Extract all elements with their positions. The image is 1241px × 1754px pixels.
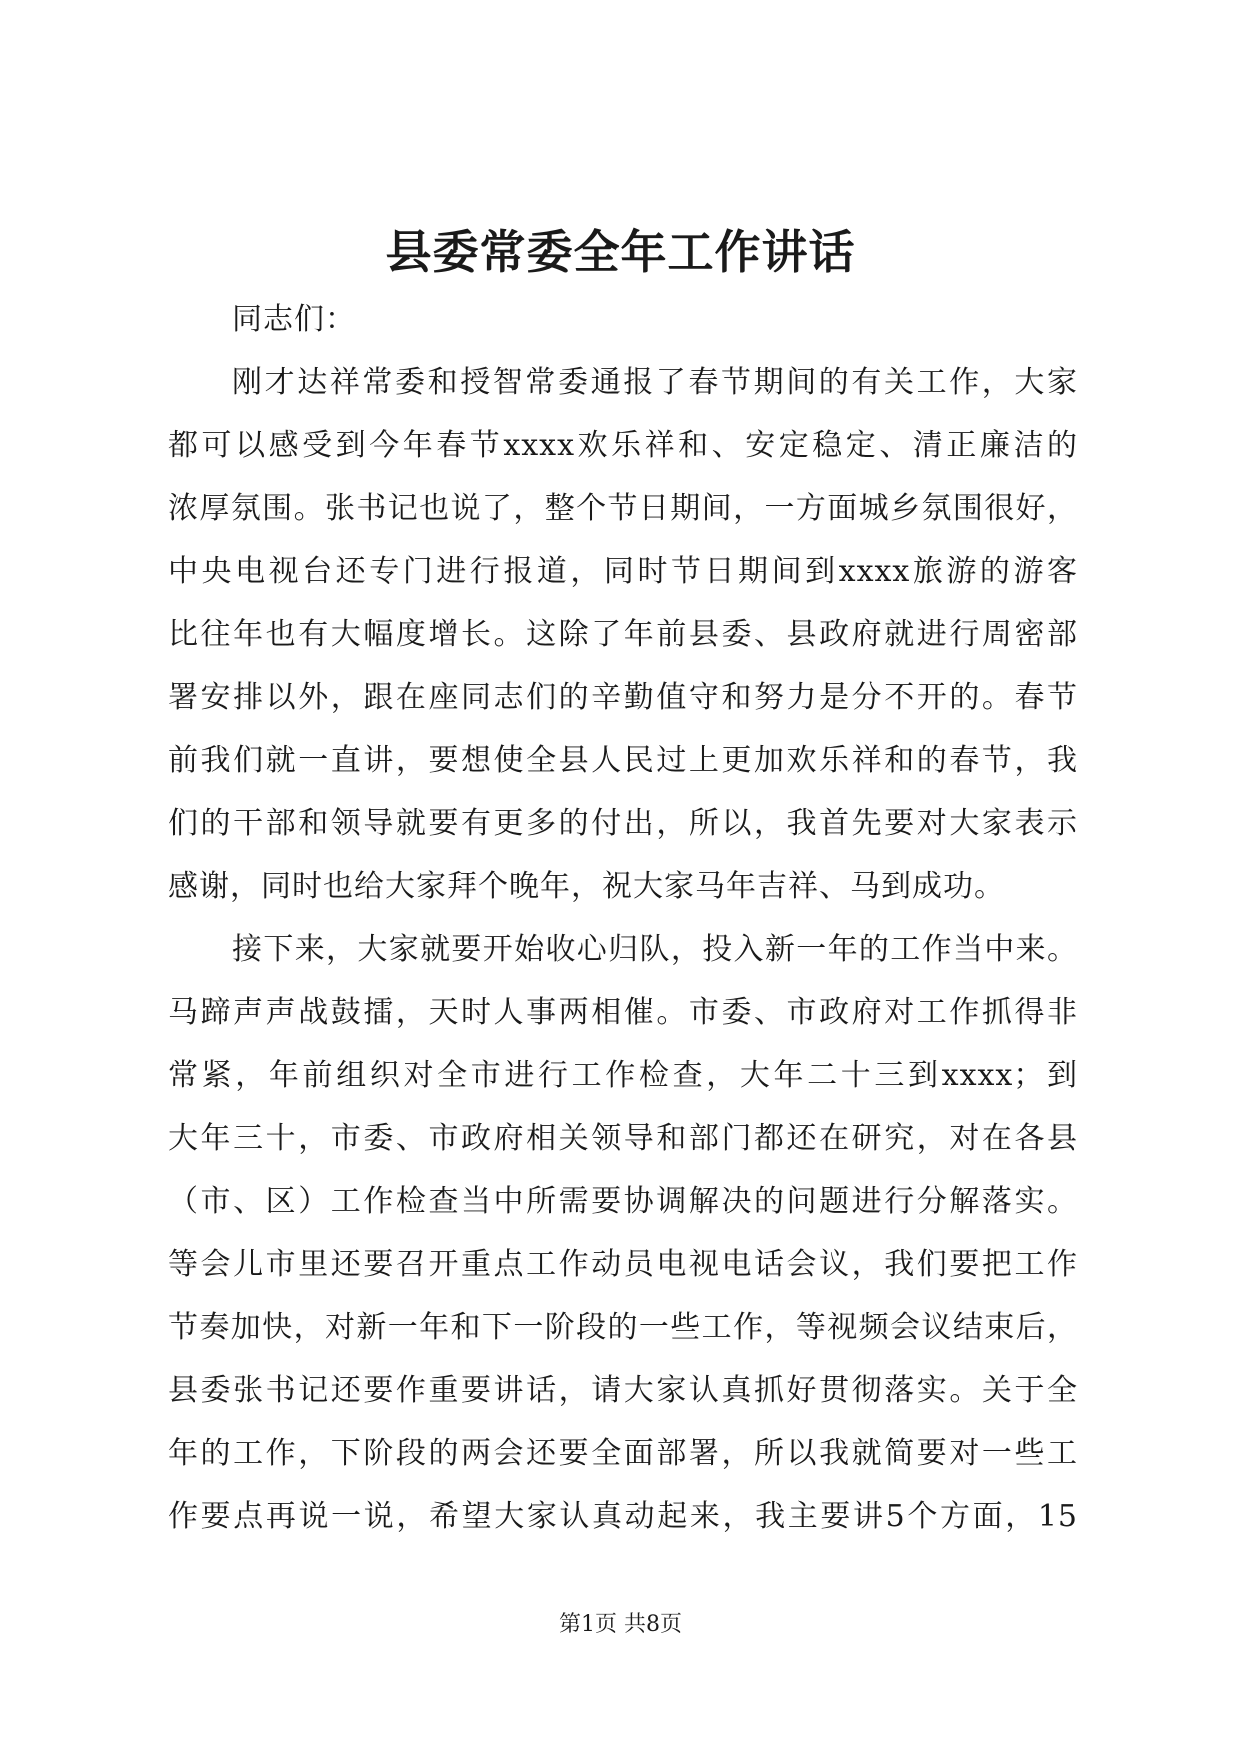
page-number-footer: 第1页 共8页 [559, 1612, 682, 1637]
body-line: 署安排以外，跟在座同志们的辛勤值守和努力是分不开的。春节 [168, 680, 1078, 715]
body-line: 浓厚氛围。张书记也说了，整个节日期间，一方面城乡氛围很好， [168, 491, 1078, 526]
body-line: 比往年也有大幅度增长。这除了年前县委、县政府就进行周密部 [168, 617, 1078, 652]
body-line: 们的干部和领导就要有更多的付出，所以，我首先要对大家表示 [168, 806, 1078, 841]
body-line: 节奏加快，对新一年和下一阶段的一些工作，等视频会议结束后， [168, 1310, 1078, 1345]
body-line: 都可以感受到今年春节xxxx欢乐祥和、安定稳定、清正廉洁的 [168, 428, 1078, 463]
body-line: 大年三十，市委、市政府相关领导和部门都还在研究，对在各县 [168, 1121, 1078, 1156]
body-line: 县委张书记还要作重要讲话，请大家认真抓好贯彻落实。关于全 [168, 1373, 1078, 1408]
body-line: （市、区）工作检查当中所需要协调解决的问题进行分解落实。 [168, 1184, 1078, 1219]
body-line: 前我们就一直讲，要想使全县人民过上更加欢乐祥和的春节，我 [168, 743, 1078, 778]
salutation-line: 同志们： [232, 302, 356, 337]
body-line: 刚才达祥常委和授智常委通报了春节期间的有关工作，大家 [232, 365, 1078, 400]
document-title: 县委常委全年工作讲话 [385, 225, 856, 279]
body-line: 等会儿市里还要召开重点工作动员电视电话会议，我们要把工作 [168, 1247, 1078, 1282]
body-line: 年的工作，下阶段的两会还要全面部署，所以我就简要对一些工 [168, 1436, 1078, 1471]
document-body [168, 288, 1078, 1548]
body-line: 感谢，同时也给大家拜个晚年，祝大家马年吉祥、马到成功。 [168, 869, 1005, 904]
body-line: 马蹄声声战鼓擂，天时人事两相催。市委、市政府对工作抓得非 [168, 995, 1078, 1030]
body-line: 中央电视台还专门进行报道，同时节日期间到xxxx旅游的游客 [168, 554, 1078, 589]
body-line: 常紧，年前组织对全市进行工作检查，大年二十三到xxxx；到 [168, 1058, 1078, 1093]
body-line: 接下来，大家就要开始收心归队，投入新一年的工作当中来。 [232, 932, 1078, 967]
body-line: 作要点再说一说，希望大家认真动起来，我主要讲5个方面，15 [168, 1499, 1078, 1534]
